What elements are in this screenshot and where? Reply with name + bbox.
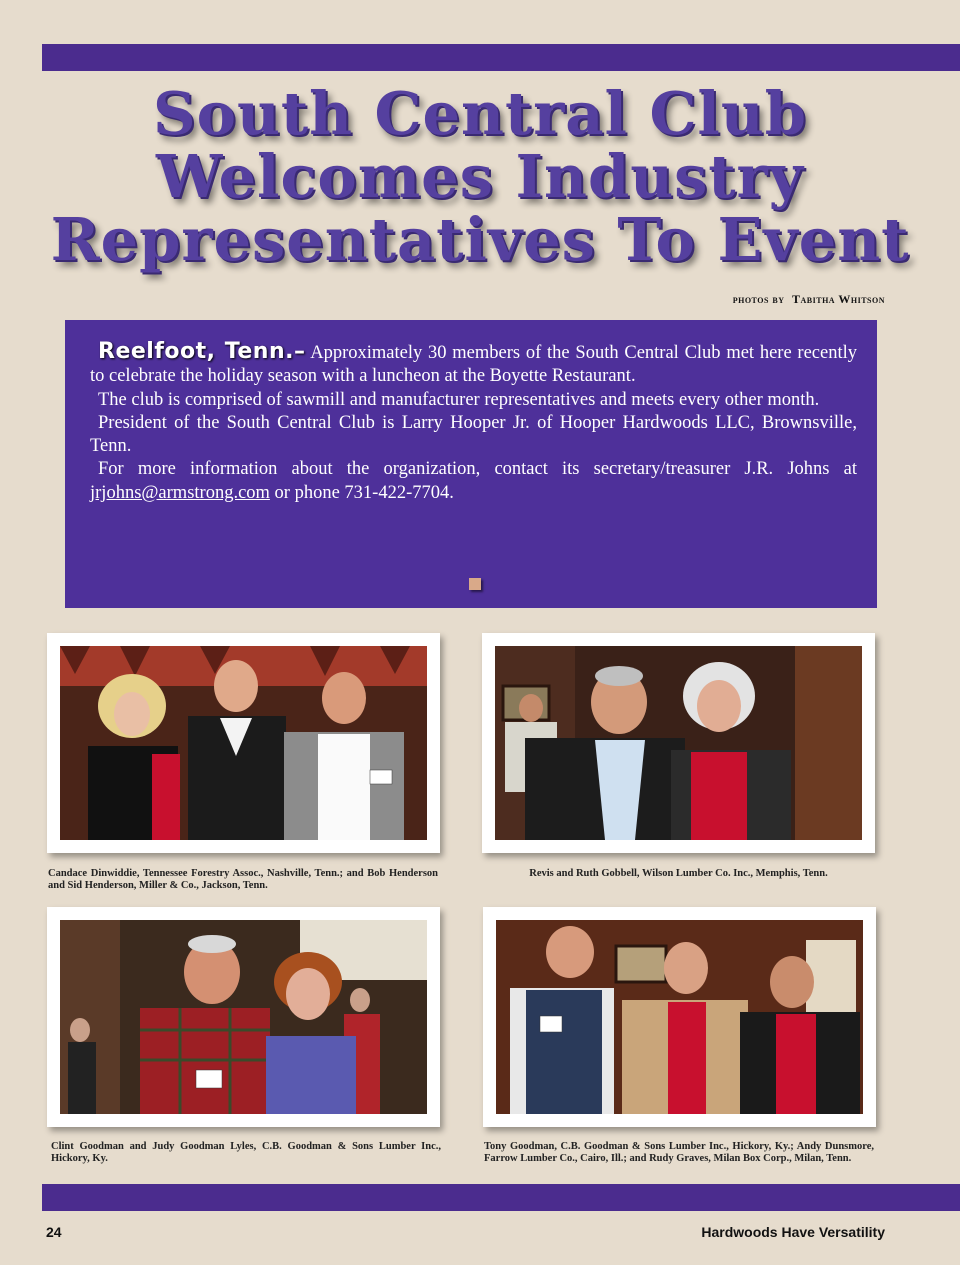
intro-text-4b: or phone 731-422-7704. — [274, 482, 454, 503]
title-line-3: Representatives To Event — [50, 205, 910, 274]
photo-4-image — [496, 920, 863, 1114]
title-line-2: Welcomes Industry — [156, 142, 804, 211]
photo-4-caption: Tony Goodman, C.B. Goodman & Sons Lumber Inc., Hickory, Ky.; Andy Dunsmore, Farrow Lumber Co., Cairo, Ill.; and Rudy Graves, Milan Box Corp., Milan, Tenn. — [484, 1141, 874, 1164]
photo-credit-label: photos by — [732, 292, 785, 306]
photo-1-image — [60, 646, 427, 840]
photo-credit-name: Tabitha Whitson — [792, 292, 885, 306]
dateline: Reelfoot, Tenn.– — [98, 339, 306, 364]
intro-paragraph-2: The club is comprised of sawmill and manufacturer representatives and meets every other month. — [98, 389, 820, 410]
end-mark-icon — [469, 578, 481, 590]
title-line-1: South Central Club — [153, 79, 807, 148]
photo-2-caption: Revis and Ruth Gobbell, Wilson Lumber Co. Inc., Memphis, Tenn. — [529, 868, 828, 879]
bottom-accent-bar — [42, 1184, 960, 1211]
photo-credit — [729, 292, 885, 307]
intro-box — [65, 320, 877, 608]
photo-2-image — [495, 646, 862, 840]
photo-3-image — [60, 920, 427, 1114]
running-footer: Hardwoods Have Versatility — [701, 1224, 885, 1240]
intro-paragraph-3: President of the South Central Club is Larry Hooper Jr. of Hooper Hardwoods LLC, Brownsville, Tenn. — [90, 412, 857, 457]
intro-text-4a: For more information about the organization, contact its secretary/treasurer J.R. Johns at — [98, 459, 857, 480]
photo-3 — [47, 907, 440, 1127]
photo-1 — [47, 633, 440, 853]
page-title — [40, 79, 920, 274]
email-link[interactable]: jrjohns@armstrong.com — [90, 482, 270, 503]
photo-2 — [482, 633, 875, 853]
photo-1-caption: Candace Dinwiddie, Tennessee Forestry Assoc., Nashville, Tenn.; and Bob Henderson and Sid Henderson, Miller & Co., Jackson, Tenn. — [48, 868, 438, 891]
intro-text-1: Approximately 30 members of the South Central Club met here recently to celebrate the holiday season with a luncheon at the Boyette Restaurant. — [90, 343, 858, 387]
intro-paragraph-1 — [90, 340, 857, 389]
top-accent-bar — [42, 44, 960, 71]
intro-paragraph-4 — [90, 458, 857, 505]
photo-4 — [483, 907, 876, 1127]
photo-3-caption: Clint Goodman and Judy Goodman Lyles, C.B. Goodman & Sons Lumber Inc., Hickory, Ky. — [51, 1141, 441, 1164]
page-number: 24 — [46, 1224, 62, 1240]
